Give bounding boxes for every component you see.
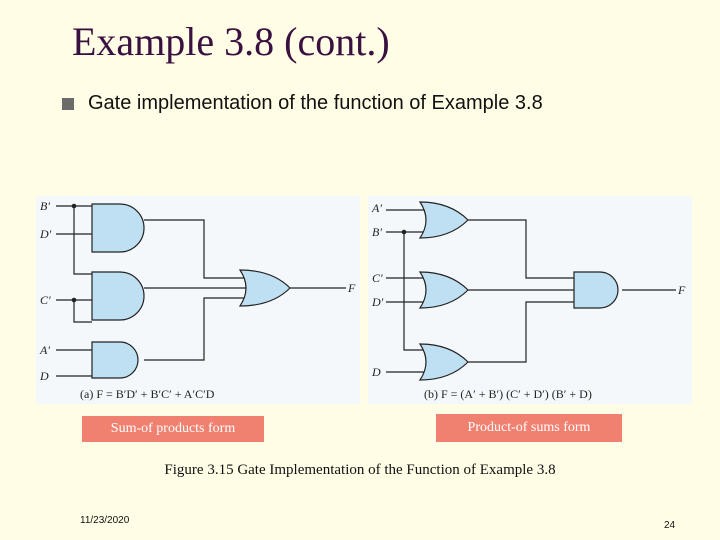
output-label: F — [348, 281, 356, 295]
slide-date: 11/23/2020 — [80, 515, 130, 526]
sop-circuit — [36, 196, 360, 404]
output-label: F — [678, 283, 686, 297]
diagram-sum-of-products — [36, 196, 360, 404]
input-label: D — [40, 369, 49, 383]
product-of-sums-tag: Product-of sums form — [436, 414, 622, 442]
and-gate-2 — [92, 272, 144, 320]
input-label: D — [372, 365, 381, 379]
and-gate-1 — [92, 204, 144, 252]
or-gate-2 — [420, 272, 468, 308]
pos-circuit — [368, 196, 692, 404]
input-label: B′ — [40, 199, 50, 213]
input-label: B′ — [372, 225, 382, 239]
bullet-square-icon — [62, 98, 74, 110]
or-gate-1 — [420, 202, 468, 238]
and-gate-3 — [92, 342, 138, 378]
bullet-item — [62, 92, 543, 115]
bullet-text: Gate implementation of the function of Example 3.8 — [88, 92, 543, 114]
circuit-caption: (a) F = B′D′ + B′C′ + A′C′D — [80, 387, 215, 401]
and-gate — [574, 272, 618, 308]
input-label: C′ — [372, 271, 383, 285]
sum-of-products-tag: Sum-of products form — [82, 416, 264, 442]
figure-caption: Figure 3.15 Gate Implementation of the Function of Example 3.8 — [164, 462, 556, 478]
diagram-product-of-sums — [368, 196, 692, 404]
input-label: A′ — [40, 343, 50, 357]
input-label: D′ — [40, 227, 52, 241]
input-label: D′ — [372, 295, 384, 309]
or-gate-3 — [420, 344, 468, 380]
page-number: 24 — [664, 520, 676, 531]
or-gate — [240, 270, 290, 306]
circuit-caption: (b) F = (A′ + B′) (C′ + D′) (B′ + D) — [424, 387, 592, 401]
input-label: C′ — [40, 293, 51, 307]
input-label: A′ — [372, 201, 382, 215]
slide-title: Example 3.8 (cont.) — [72, 19, 390, 64]
